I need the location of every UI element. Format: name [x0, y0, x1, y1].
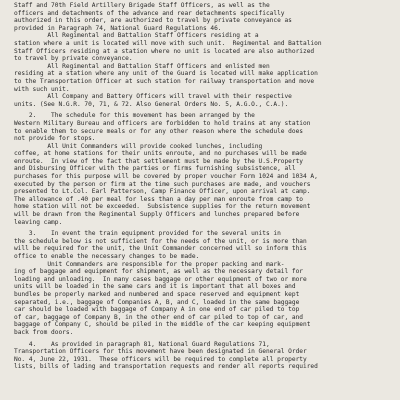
- text-line: ing of baggage and equipment for shipment, as well as the necessary detail for: [14, 268, 304, 276]
- text-line: home station will not be exceeded. Subsistence supplies for the return movement: [14, 203, 311, 211]
- text-line: loading and unloading. In many cases baggage or other equipment of two or more: [14, 275, 307, 283]
- text-line: purchases for this purpose will be covered by proper voucher Form 1024 and 1034 A,: [14, 173, 318, 181]
- text-line: provided in Paragraph 74, National Guard Regulations 46.: [14, 24, 222, 32]
- text-line: executed by the person or firm at the time such purchases are made, and vouchers: [14, 180, 311, 188]
- text-line: to enable them to secure meals or for any other reason where the schedule does: [14, 127, 304, 135]
- text-line: 4. As provided in paragraph 81, National Guard Regulations 71,: [14, 340, 270, 348]
- text-line: baggage of Company C, should be piled in the middle of the car keeping equipment: [14, 321, 311, 329]
- text-line: Staff Officers residing at a station where no unit is located are also authorized: [14, 47, 315, 55]
- text-line: units. (See N.G.R. 70, 71, & 72. Also General Orders No. 5, A.G.O., C.A.).: [14, 100, 289, 108]
- text-line: No. 4, June 22, 1931. These officers will be required to complete all property: [14, 355, 307, 363]
- text-line: authorized in this order, are authorized to travel by private conveyance as: [14, 17, 292, 25]
- text-line: and Disbursing Officer with the parties or firms furnishing subsistence, all: [14, 165, 296, 173]
- text-line: bundles be properly marked and numbered and space reserved and equipment kept: [14, 290, 300, 298]
- text-line: The allowance of .40 per meal for less than a day per man enroute from camp to: [14, 195, 304, 203]
- text-line: Unit Commanders are responsible for the proper packing and mark-: [14, 260, 285, 268]
- text-line: back from doors.: [14, 328, 74, 336]
- text-line: residing at a station where any unit of the Guard is located will make application: [14, 70, 318, 78]
- text-line: 2. The schedule for this movement has been arranged by the: [14, 112, 255, 120]
- text-line: office to enable the necessary changes to be made.: [14, 253, 200, 260]
- text-line: officers and detachments of the advance and rear detachments specifically: [14, 9, 285, 17]
- text-line: separated, i.e., baggage of Companies A, B, and C, loaded in the same baggage: [14, 298, 300, 306]
- text-line: car should be loaded with baggage of Company A in one end of car piled to top: [14, 306, 300, 314]
- text-line: All Regimental and Battalion Staff Officers residing at a: [14, 32, 259, 40]
- text-line: will be drawn from the Regimental Supply Officers and lunches prepared before: [14, 211, 300, 219]
- text-line: Western Military Bureau and officers are forbidden to hold trains at any station: [14, 119, 311, 127]
- text-line: Transportation Officers for this movement have been designated in General Order: [14, 348, 307, 356]
- text-line: lists, bills of lading and transportation requests and render all reports required: [14, 363, 318, 371]
- text-line: enroute. In view of the fact that settlement must be made by the U.S.Property: [14, 157, 304, 165]
- text-line: of car, baggage of Company B, in the other end of car piled to top of car, and: [14, 313, 304, 321]
- text-line: the schedule below is not sufficient for the needs of the unit, or is more than: [14, 237, 307, 245]
- text-line: All Company and Battery Officers will travel with their respective: [14, 93, 292, 101]
- text-line: to travel by private conveyance.: [14, 55, 133, 63]
- text-line: with such unit.: [14, 85, 70, 93]
- text-line: 3. In event the train equipment provided for the several units in: [14, 230, 281, 238]
- text-line: coffee, at home stations for their units enroute, and no purchases will be made: [14, 150, 307, 158]
- text-line: All Unit Commanders will provide cooked lunches, including: [14, 142, 263, 150]
- text-line: units will be loaded in the same cars and it is important that all boxes and: [14, 283, 296, 291]
- text-line: All Regimental and Battalion Staff Officers and enlisted men: [14, 62, 270, 70]
- text-line: not provide for stops.: [14, 135, 96, 143]
- text-line: leaving camp.: [14, 218, 63, 226]
- text-line: station where a unit is located will move with such unit. Regimental and Battalion: [14, 39, 322, 47]
- text-line: Staff and 70th Field Artillery Brigade Staff Officers, as well as the: [14, 2, 270, 9]
- text-line: to the Transportation Officer at such station for railway transportation and move: [14, 77, 315, 85]
- text-line: presented to Lt.Col. Earl Patterson, Camp Finance Officer, upon arrival at camp.: [14, 188, 311, 196]
- text-line: will be required for the unit, the Unit Commander concerned will so inform this: [14, 245, 307, 253]
